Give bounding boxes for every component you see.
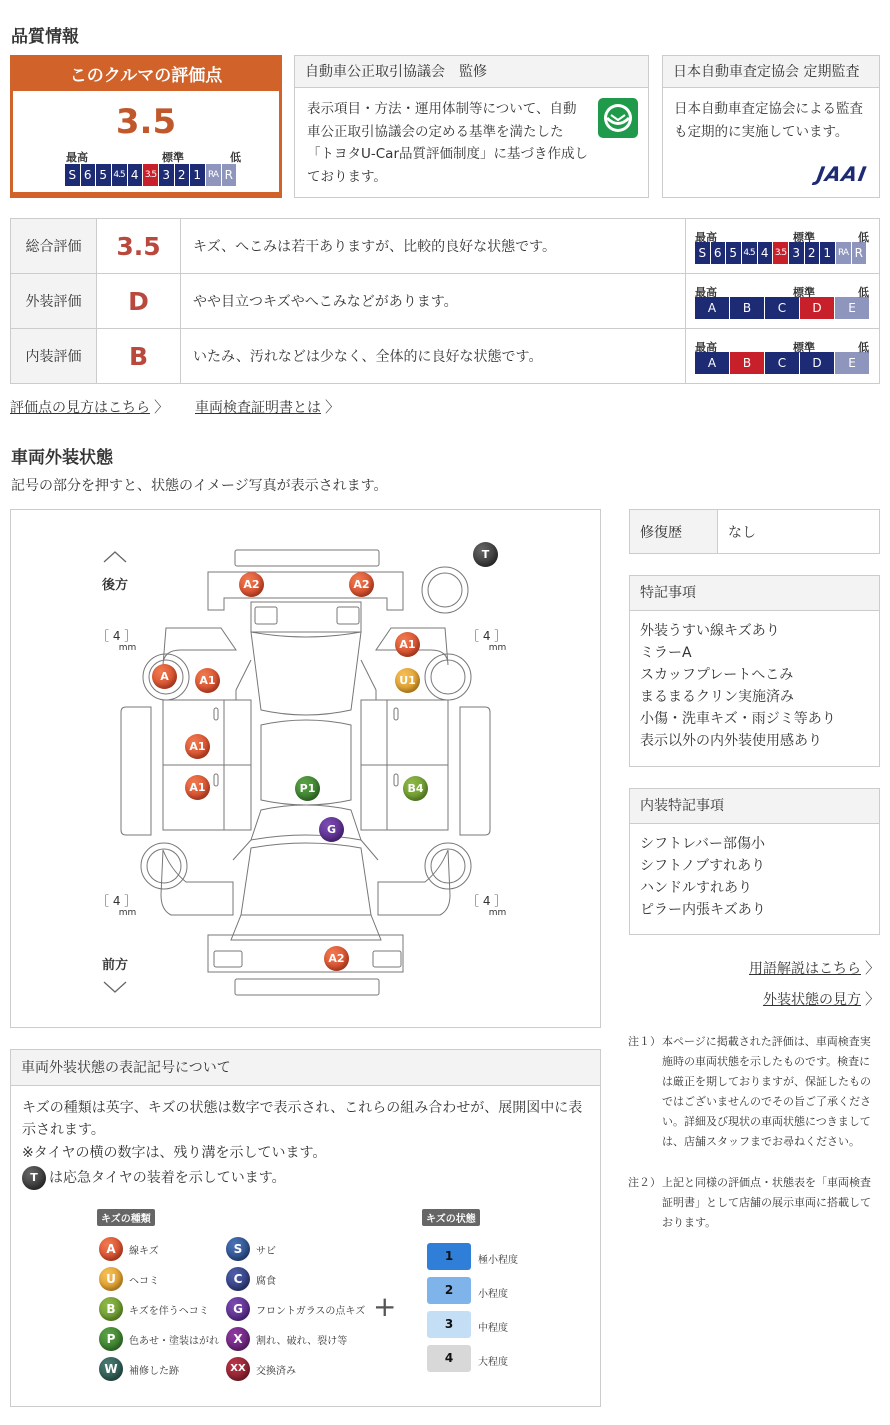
scale-step: 4 [128,164,143,186]
damage-type-label: 交換済み [256,1366,296,1377]
grade-step: E [835,297,869,319]
damage-type-label: 色あせ・塗装はがれ [129,1336,219,1347]
scale-step: 1 [190,164,205,186]
eval-label-interior: 内装評価 [11,329,97,384]
scale-label-std: 標準 [793,230,815,244]
damage-state-badge: 1 [427,1243,471,1270]
table-row [11,219,880,274]
list-item: 外装うすい線キズあり [640,623,780,639]
marker-a1-left-quarter[interactable]: A1 [195,668,220,693]
damage-type-icon: S [226,1237,250,1261]
damage-state-label: 小程度 [478,1289,508,1300]
footnote-1-label: 注１） [628,1035,661,1048]
list-item: まるまるクリン実施済み [640,689,794,705]
scale-step: RA [206,164,221,186]
list-item: ピラー内張キズあり [640,902,766,918]
grade-step: E [835,352,869,374]
interior-notes-box [629,788,880,935]
overall-scale-bar [695,242,870,264]
legend-line-3-text: は応急タイヤの装着を示しています。 [49,1170,286,1186]
supervisor-title: 自動車公正取引協議会 監修 [295,56,648,88]
eval-label-exterior: 外装評価 [11,274,97,329]
tread-unit: mm [488,643,507,653]
chevron-right-icon: 〉 [864,959,880,977]
supervisor-text: 表示項目・方法・運用体制等について、自動車公正取引協議会の定める基準を満たした「トヨタU-Car品質評価制度」に基づき作成しております。 [307,101,589,185]
marker-a2-rear-left[interactable]: A2 [239,572,264,597]
damage-type-label: 腐食 [256,1276,276,1287]
legend-line-3 [22,1166,286,1190]
grade-step: D [800,297,834,319]
notes-list [630,611,879,752]
inspector-text: 日本自動車査定協会による監査も定期的に実施しています。 [674,101,863,140]
list-item: 表示以外の内外装使用感あり [640,733,822,749]
inspector-title: 日本自動車査定協会 定期監査 [663,56,879,88]
damage-type-label: サビ [256,1246,276,1257]
scale-label-high: 最高 [695,340,717,354]
tread-rear-right [467,630,506,654]
scale-label-high: 最高 [695,230,717,244]
chevron-right-icon: 〉 [325,398,341,416]
footnote-2-label: 注２） [628,1176,661,1189]
exterior-view-link[interactable]: 外装状態の見方 [762,992,861,1008]
damage-type-icon: G [226,1297,250,1321]
eval-label-overall: 総合評価 [11,219,97,274]
interior-notes-title: 内装特記事項 [630,789,879,824]
grade-step: C [765,297,799,319]
grade-step: B [730,352,764,374]
scale-step: 4 [758,242,773,264]
jaai-logo: JAAI [815,162,870,186]
legend-line-2: ※タイヤの横の数字は、残り溝を示しています。 [22,1145,327,1161]
marker-spare-tire[interactable]: T [473,542,498,567]
table-row [11,329,880,384]
damage-type-icon: XX [226,1357,250,1381]
legend-title: 車両外装状態の表記記号について [11,1050,600,1086]
damage-state-badge: 4 [427,1345,471,1372]
notes-title: 特記事項 [630,576,879,611]
grade-step: D [800,352,834,374]
tread-front-left [97,895,136,919]
damage-state-badge: 2 [427,1277,471,1304]
exterior-grade-scale [695,297,870,319]
eval-scale-interior [686,329,880,384]
how-to-read-link-wrap[interactable] [10,396,169,417]
chevron-right-icon: 〉 [154,398,170,416]
state-header: キズの状態 [422,1209,480,1226]
damage-type-icon: X [226,1327,250,1351]
fair-trade-logo-icon [598,98,638,138]
damage-type-icon: C [226,1267,250,1291]
interior-grade-scale [695,352,870,374]
scale-label-high: 最高 [66,151,88,164]
scale-label-std: 標準 [793,285,815,299]
front-label: 前方 [102,958,129,973]
tread-unit: mm [488,908,507,918]
damage-type-icon: A [99,1237,123,1261]
scale-step: 1 [820,242,835,264]
scale-step: R [852,242,867,264]
scale-label-low: 低 [230,151,241,164]
scale-step: 6 [711,242,726,264]
marker-p1-roof[interactable]: P1 [295,776,320,801]
scale-step: 4.5 [112,164,127,186]
marker-g-windshield[interactable]: G [319,817,344,842]
eval-desc-exterior: やや目立つキズやへこみなどがあります。 [181,274,686,329]
tread-depth: ［ 4 ］ [467,629,507,643]
damage-type-label: 割れ、破れ、裂け等 [256,1336,348,1347]
list-item: スカッフプレートへこみ [640,667,794,683]
damage-type-label: 補修した跡 [129,1366,179,1377]
chevron-right-icon: 〉 [864,990,880,1008]
rear-label: 後方 [102,578,129,593]
damage-type-label: キズを伴うヘコミ [129,1306,209,1317]
repair-history [629,509,880,554]
marker-a1-left-rear-door[interactable]: A1 [185,734,210,759]
eval-scale-exterior [686,274,880,329]
scale-step: 5 [726,242,741,264]
marker-a1-left-front-door[interactable]: A1 [185,775,210,800]
exterior-section-title: 車両外装状態 [11,448,113,468]
damage-type-icon: W [99,1357,123,1381]
scale-step: 3.5 [773,242,788,264]
marker-b4-right-door[interactable]: B4 [403,776,428,801]
scale-label-std: 標準 [793,340,815,354]
damage-type-label: 線キズ [129,1246,159,1257]
tread-unit: mm [118,908,137,918]
type-header: キズの種類 [97,1209,155,1226]
damage-state-label: 中程度 [478,1323,508,1334]
damage-type-label: フロントガラスの点キズ [256,1306,366,1317]
scale-step: 4.5 [742,242,757,264]
tread-rear-left [97,630,136,654]
rating-score: 3.5 [115,102,177,142]
rating-card-scale [65,164,236,186]
eval-desc-interior: いたみ、汚れなどは少なく、全体的に良好な状態です。 [181,329,686,384]
scale-step: 5 [96,164,111,186]
footnote-1: 本ページに掲載された評価は、車両検査実施時の車両状態を示したものです。検査には厳正を期しておりますが、保証したものではございませんのでその旨ご了承ください。詳細及び現状の車両状態につきましては、店舗スタッフまでお尋ねください。 [662,1035,871,1148]
evaluation-table [10,218,880,384]
supervisor-box [294,55,649,198]
list-item: ハンドルすれあり [640,880,752,896]
grade-step: A [695,352,729,374]
scale-label-low: 低 [858,230,869,244]
eval-value-interior: B [97,329,181,384]
scale-step: S [695,242,710,264]
glossary-link-wrap[interactable] [749,957,880,978]
grade-step: B [730,297,764,319]
damage-type-icon: U [99,1267,123,1291]
list-item: ミラーA [640,645,692,661]
damage-state-label: 大程度 [478,1357,508,1368]
rating-card [10,55,282,198]
how-to-read-link[interactable]: 評価点の見方はこちら [10,400,150,416]
eval-value-exterior: D [97,274,181,329]
damage-state-label: 極小程度 [478,1255,518,1266]
scale-label-low: 低 [858,340,869,354]
quality-section-title: 品質情報 [11,27,79,47]
car-diagram [10,509,601,1028]
scale-label-low: 低 [858,285,869,299]
repair-value: なし [718,510,880,554]
scale-step: R [222,164,237,186]
spare-tire-icon: T [22,1166,46,1190]
certificate-link-wrap[interactable] [195,396,340,417]
eval-value-overall: 3.5 [97,219,181,274]
grade-step: C [765,352,799,374]
marker-a2-front[interactable]: A2 [324,946,349,971]
scale-step: S [65,164,80,186]
repair-label: 修復歴 [630,510,718,554]
table-row [11,274,880,329]
scale-step: 2 [805,242,820,264]
certificate-link[interactable]: 車両検査証明書とは [195,400,321,416]
legend-line-1: キズの種類は英字、キズの状態は数字で表示され、これらの組み合わせが、展開図中に表示されます。 [22,1100,583,1138]
tread-depth: ［ 4 ］ [467,894,507,908]
scale-step: 6 [81,164,96,186]
inspector-box [662,55,880,198]
car-outline [11,510,600,1027]
damage-type-icon: P [99,1327,123,1351]
tread-unit: mm [118,643,137,653]
exterior-view-link-wrap[interactable] [763,988,880,1009]
tread-depth: ［ 4 ］ [97,894,137,908]
list-item: シフトノブすれあり [640,858,766,874]
footnote-2: 上記と同様の評価点・状態表を「車両検査証明書」として店舗の展示車両に搭載しております。 [662,1176,871,1229]
damage-type-label: ヘコミ [129,1276,159,1287]
eval-scale-overall [686,219,880,274]
scale-step: 3 [789,242,804,264]
tread-depth: ［ 4 ］ [97,629,137,643]
list-item: シフトレバー部傷小 [640,836,766,852]
marker-a2-rear-right[interactable]: A2 [349,572,374,597]
scale-step: 3.5 [143,164,158,186]
scale-label-std: 標準 [162,151,184,164]
scale-step: RA [836,242,851,264]
rating-card-title: このクルマの評価点 [69,66,223,86]
tread-front-right [467,895,506,919]
scale-step: 2 [175,164,190,186]
marker-a1-right-quarter[interactable]: A1 [395,632,420,657]
eval-desc-overall: キズ、へこみは若干ありますが、比較的良好な状態です。 [181,219,686,274]
glossary-link[interactable]: 用語解説はこちら [748,961,861,977]
legend-box [10,1049,601,1407]
scale-label-high: 最高 [695,285,717,299]
marker-u1-right[interactable]: U1 [395,668,420,693]
list-item: 小傷・洗車キズ・雨ジミ等あり [640,711,836,727]
plus-icon: + [373,1290,397,1323]
marker-a-left-wheel[interactable]: A [152,664,177,689]
grade-step: A [695,297,729,319]
exterior-subtitle: 記号の部分を押すと、状態のイメージ写真が表示されます。 [11,478,388,494]
interior-notes-list [630,824,879,921]
scale-step: 3 [159,164,174,186]
damage-type-icon: B [99,1297,123,1321]
notes-box [629,575,880,767]
damage-state-badge: 3 [427,1311,471,1338]
